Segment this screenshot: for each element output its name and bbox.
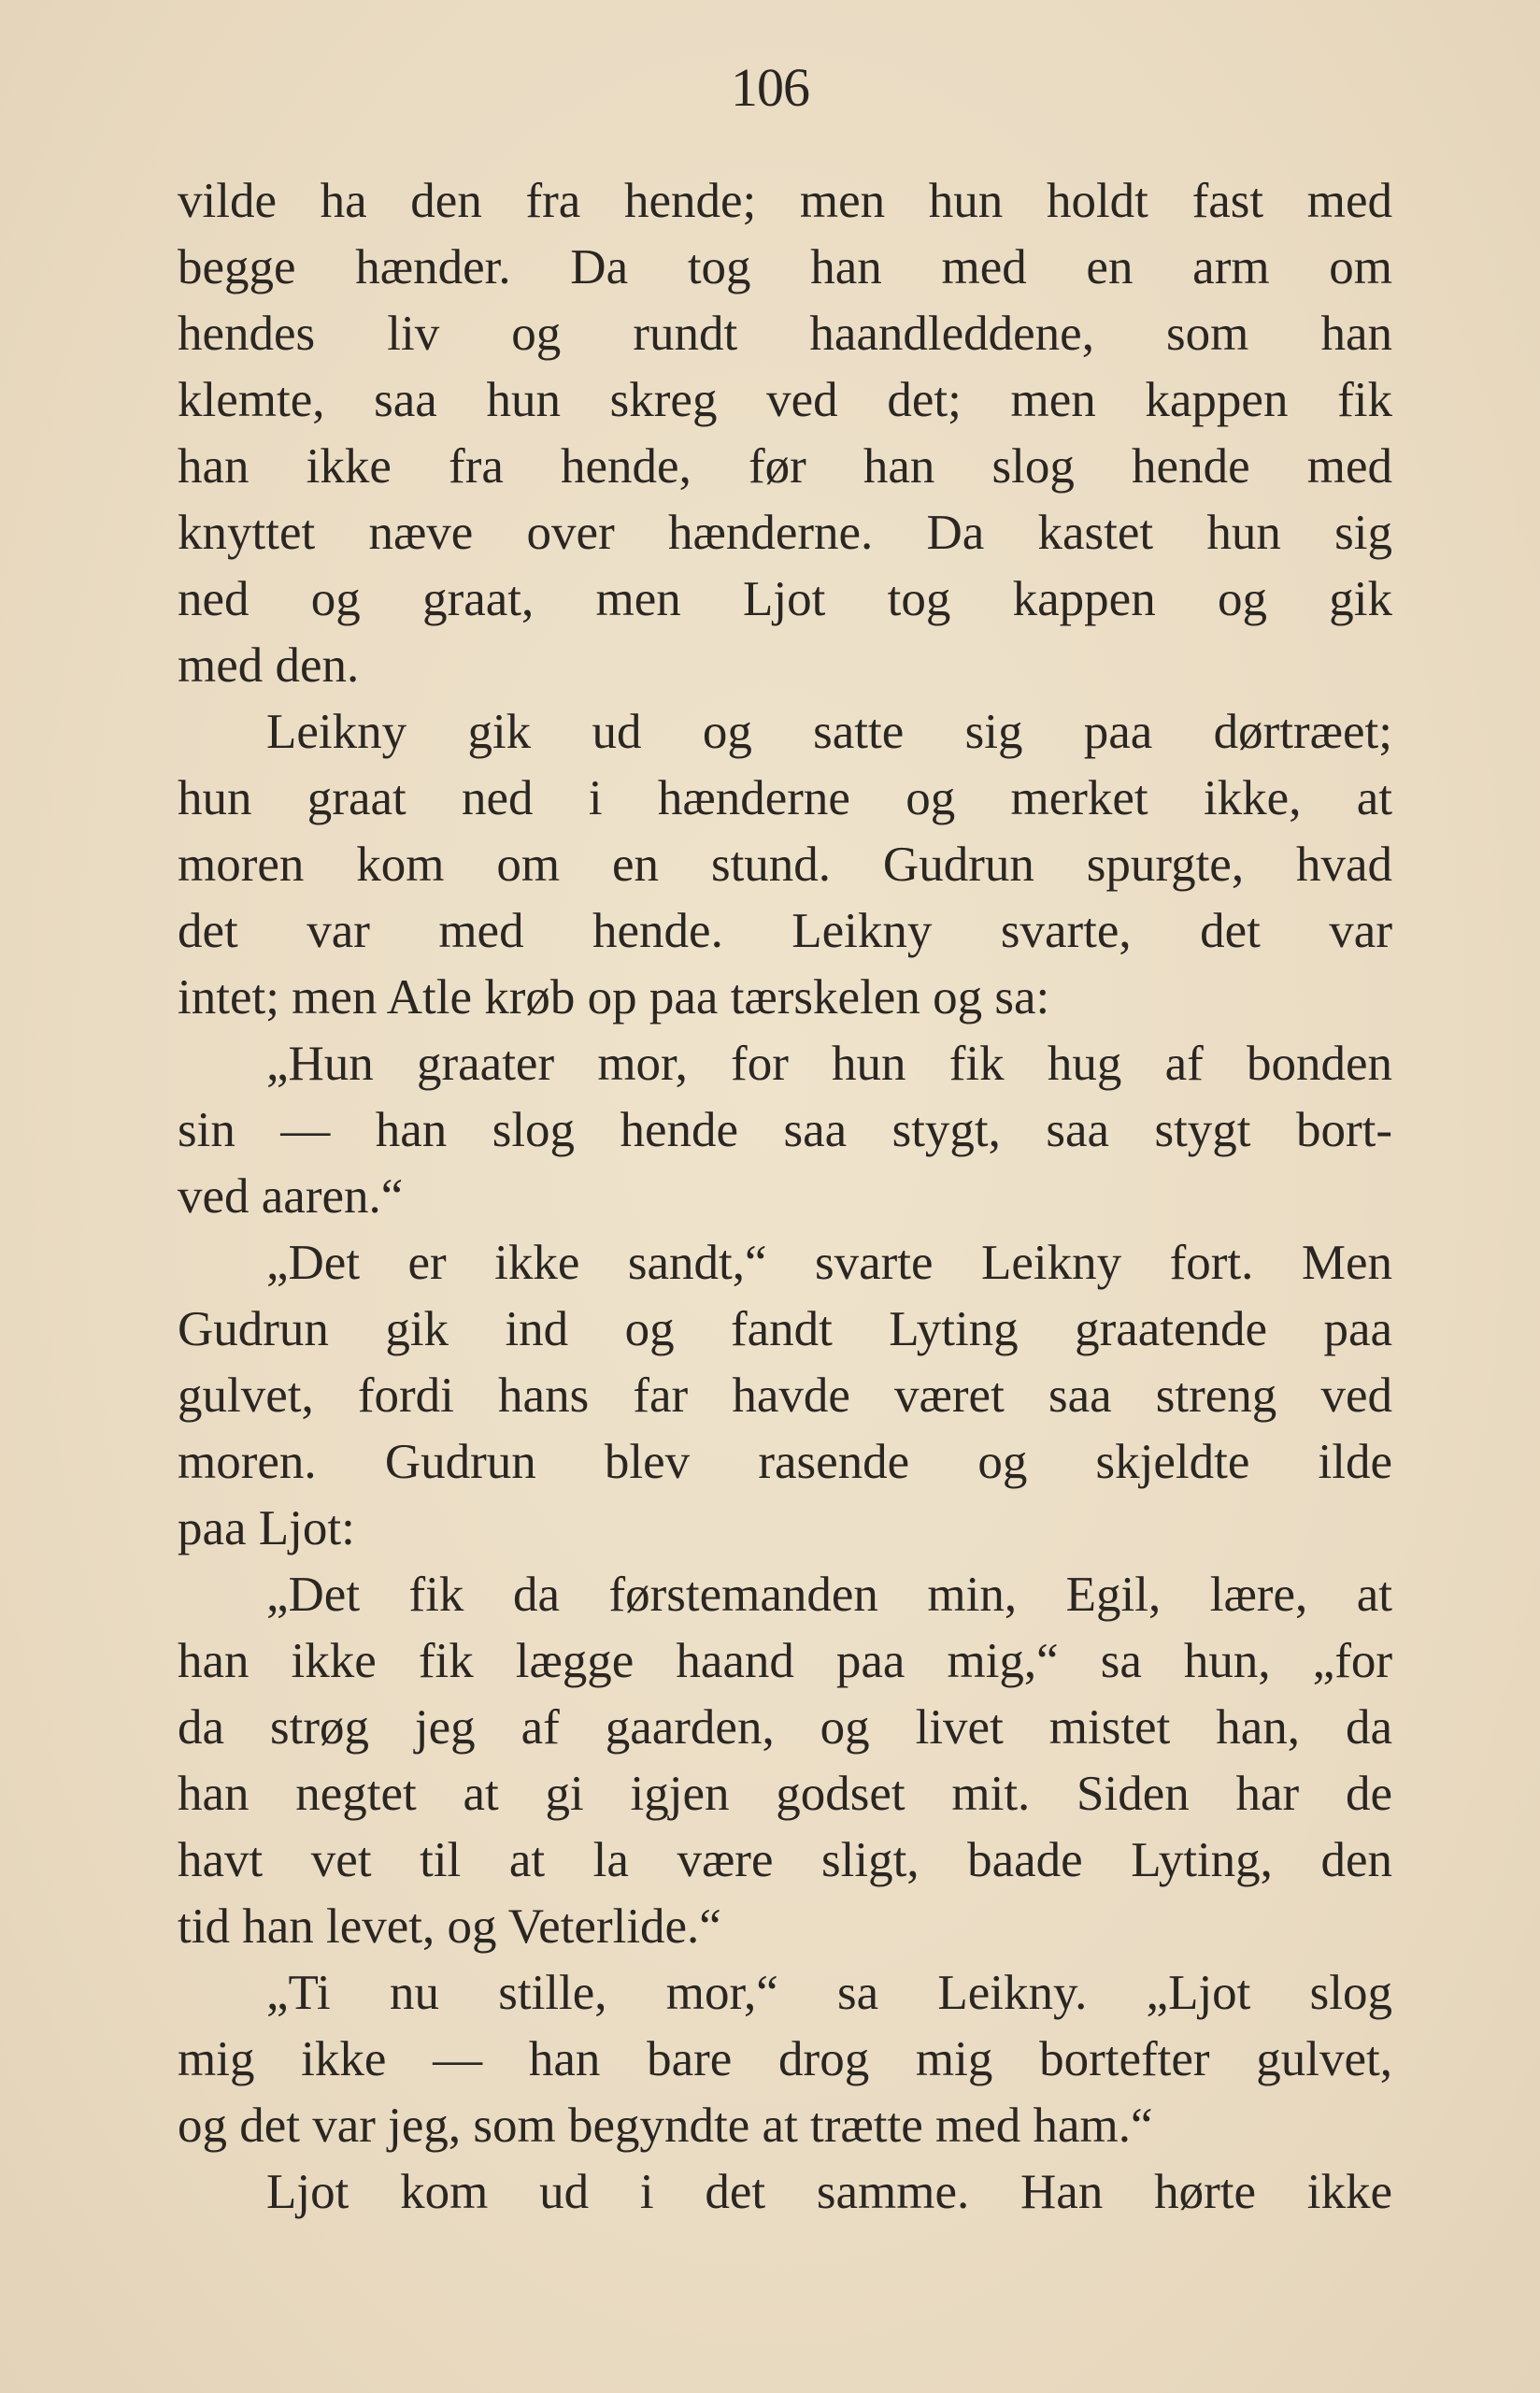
paragraph-start-line: Leikny gik ud og satte sig paa dørtræet; [266, 705, 1392, 759]
text-line: sin — han slog hende saa stygt, saa stygt bort- [178, 1103, 1392, 1157]
text-line: tid han levet, og Veterlide.“ [178, 1899, 721, 1954]
text-line: knyttet næve over hænderne. Da kastet hun sig [178, 506, 1392, 560]
text-line: moren kom om en stund. Gudrun spurgte, hvad [178, 838, 1392, 892]
paragraph-start-line: „Hun graater mor, for hun fik hug af bonden [266, 1037, 1392, 1091]
text-line: han negtet at gi igjen godset mit. Siden har de [178, 1767, 1392, 1821]
text-line: han ikke fra hende, før han slog hende med [178, 439, 1392, 494]
text-line: da strøg jeg af gaarden, og livet mistet han, da [178, 1700, 1392, 1755]
paragraph-start-line: „Det fik da førstemanden min, Egil, lære, at [266, 1568, 1392, 1622]
body-text [178, 168, 1392, 2226]
text-line: han ikke fik lægge haand paa mig,“ sa hun, „for [178, 1634, 1392, 1688]
text-line: moren. Gudrun blev rasende og skjeldte ilde [178, 1435, 1392, 1489]
text-line: ned og graat, men Ljot tog kappen og gik [178, 572, 1392, 626]
text-line: gulvet, fordi hans far havde været saa streng ved [178, 1368, 1392, 1423]
text-line: hun graat ned i hænderne og merket ikke, at [178, 771, 1392, 825]
paragraph-start-line: Ljot kom ud i det samme. Han hørte ikke [266, 2165, 1392, 2219]
text-line: havt vet til at la være sligt, baade Lyting, den [178, 1833, 1392, 1887]
text-line: intet; men Atle krøb op paa tærskelen og sa: [178, 970, 1050, 1025]
text-line: hendes liv og rundt haandleddene, som han [178, 307, 1392, 361]
text-line: ved aaren.“ [178, 1169, 404, 1224]
text-line: mig ikke — han bare drog mig bortefter gulvet, [178, 2032, 1392, 2086]
page-number: 106 [731, 57, 809, 118]
text-line: med den. [178, 638, 360, 693]
paragraph-start-line: „Det er ikke sandt,“ svarte Leikny fort. Men [266, 1236, 1392, 1290]
text-line: Gudrun gik ind og fandt Lyting graatende paa [178, 1302, 1392, 1356]
text-line: det var med hende. Leikny svarte, det var [178, 904, 1392, 958]
text-line: og det var jeg, som begyndte at trætte med ham.“ [178, 2099, 1153, 2153]
paragraph-start-line: „Ti nu stille, mor,“ sa Leikny. „Ljot slog [266, 1966, 1392, 2020]
text-line: paa Ljot: [178, 1501, 355, 1555]
text-line: vilde ha den fra hende; men hun holdt fast med [178, 174, 1392, 228]
text-line: begge hænder. Da tog han med en arm om [178, 240, 1392, 294]
text-line: klemte, saa hun skreg ved det; men kappen fik [178, 373, 1392, 427]
